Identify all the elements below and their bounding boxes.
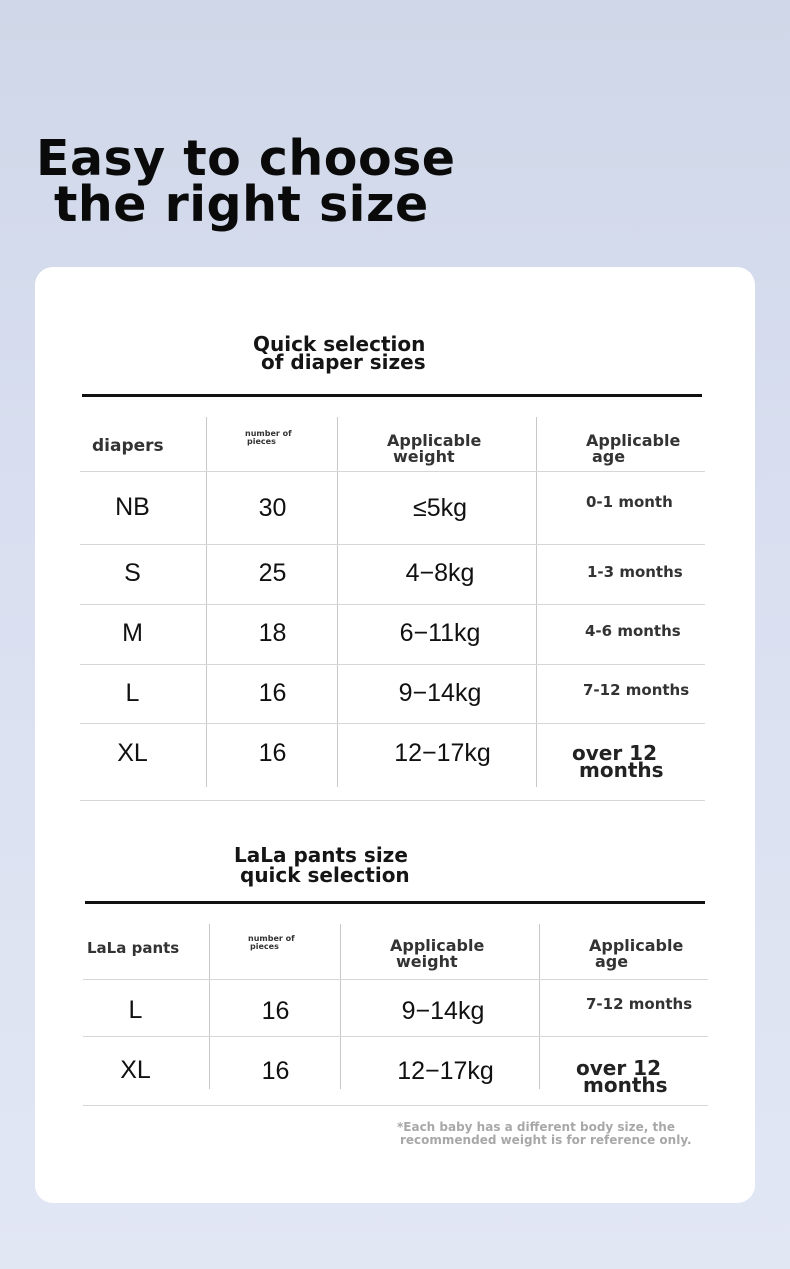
diapers-row-divider: [80, 604, 705, 605]
diapers-row-xl-age-line-1: over 12: [572, 741, 657, 765]
footnote: [397, 1121, 737, 1147]
diapers-header-pieces-line-2: pieces: [247, 437, 276, 446]
diapers-row-m-weight: 6−11kg: [399, 619, 481, 647]
diapers-row-divider: [80, 800, 705, 801]
pants-header-pieces-line-1: number of: [248, 934, 295, 943]
pants-col-divider: [340, 924, 341, 1089]
diapers-row-nb-age: 0-1 month: [586, 493, 673, 511]
pants-row-xl-age-line-1: over 12: [576, 1056, 661, 1080]
diapers-row-xl-pieces: 16: [258, 739, 287, 767]
footnote-line-2: recommended weight is for reference only.: [400, 1133, 692, 1147]
diapers-row-m-size: M: [122, 619, 143, 647]
diapers-row-nb-weight: ≤5kg: [412, 494, 468, 522]
diapers-row-divider: [80, 723, 705, 724]
pants-row-divider: [83, 1105, 708, 1106]
pants-row-divider: [83, 1036, 708, 1037]
pants-header-pieces: [248, 935, 318, 951]
diapers-row-xl-age: [572, 741, 697, 782]
page-title-line-1: Easy to choose: [36, 130, 456, 187]
pants-title-line-2: quick selection: [240, 863, 410, 887]
pants-section-title: [234, 845, 410, 885]
pants-header-age-line-1: Applicable: [589, 936, 684, 955]
diapers-row-l-size: L: [125, 679, 140, 707]
pants-title-rule: [85, 901, 705, 904]
diapers-row-m-age: 4-6 months: [585, 622, 681, 640]
pants-header-pieces-line-2: pieces: [250, 942, 279, 951]
diapers-header-weight: [387, 433, 527, 465]
diapers-header-size: diapers: [92, 436, 164, 456]
diapers-header-age: [586, 433, 701, 465]
diapers-row-xl-age-line-2: months: [579, 758, 664, 782]
diapers-row-nb-pieces: 30: [258, 494, 287, 522]
pants-col-divider: [209, 924, 210, 1089]
diapers-row-xl-weight: 12−17kg: [394, 739, 491, 767]
pants-row-xl-size: XL: [120, 1056, 151, 1084]
pants-row-xl-pieces: 16: [261, 1057, 290, 1085]
pants-row-l-age: 7-12 months: [586, 995, 693, 1013]
diapers-title-line-2: of diaper sizes: [261, 350, 426, 374]
pants-row-l-pieces: 16: [261, 997, 290, 1025]
pants-row-xl-weight: 12−17kg: [397, 1057, 494, 1085]
diapers-col-divider: [337, 417, 338, 787]
pants-row-xl-age-line-2: months: [583, 1073, 668, 1097]
diapers-col-divider: [206, 417, 207, 787]
diapers-title-rule: [82, 394, 702, 397]
pants-size-table: [83, 924, 708, 1109]
pants-header-age: [589, 938, 704, 970]
diapers-row-nb-size: NB: [115, 493, 150, 521]
pants-header-size: LaLa pants: [87, 939, 180, 957]
diapers-row-m-pieces: 18: [258, 619, 287, 647]
diapers-header-age-line-2: age: [592, 447, 626, 466]
diapers-row-l-weight: 9−14kg: [398, 679, 482, 707]
pants-header-weight-line-1: Applicable: [390, 936, 485, 955]
diapers-section-title: [253, 332, 426, 374]
pants-col-divider: [539, 924, 540, 1089]
diapers-row-divider: [80, 664, 705, 665]
diapers-header-age-line-1: Applicable: [586, 431, 681, 450]
diapers-header-pieces-line-1: number of: [245, 429, 292, 438]
page-title: [36, 130, 456, 233]
diapers-row-s-pieces: 25: [258, 559, 287, 587]
pants-row-l-weight: 9−14kg: [401, 997, 485, 1025]
diapers-col-divider: [536, 417, 537, 787]
diapers-header-weight-line-1: Applicable: [387, 431, 482, 450]
diapers-row-s-size: S: [124, 559, 141, 587]
pants-header-weight: [390, 938, 530, 970]
size-chart-card: [35, 267, 755, 1203]
diapers-header-weight-line-2: weight: [393, 447, 455, 466]
diapers-title-line-1: Quick selection: [253, 332, 426, 356]
pants-row-divider: [83, 979, 708, 980]
page-title-line-2: the right size: [54, 176, 429, 233]
diapers-row-divider: [80, 471, 705, 472]
diapers-row-l-age: 7-12 months: [583, 681, 690, 699]
diapers-row-divider: [80, 544, 705, 545]
pants-row-xl-age: [576, 1056, 701, 1097]
pants-header-weight-line-2: weight: [396, 952, 458, 971]
diapers-row-s-weight: 4−8kg: [405, 559, 475, 587]
pants-header-age-line-2: age: [595, 952, 629, 971]
footnote-line-1: *Each baby has a different body size, the: [397, 1120, 675, 1134]
diapers-header-pieces: [245, 430, 315, 446]
pants-title-line-1: LaLa pants size: [234, 843, 408, 867]
diapers-size-table: [80, 417, 705, 802]
pants-row-l-size: L: [128, 996, 143, 1024]
diapers-row-xl-size: XL: [117, 739, 148, 767]
diapers-row-s-age: 1-3 months: [587, 563, 683, 581]
diapers-row-l-pieces: 16: [258, 679, 287, 707]
